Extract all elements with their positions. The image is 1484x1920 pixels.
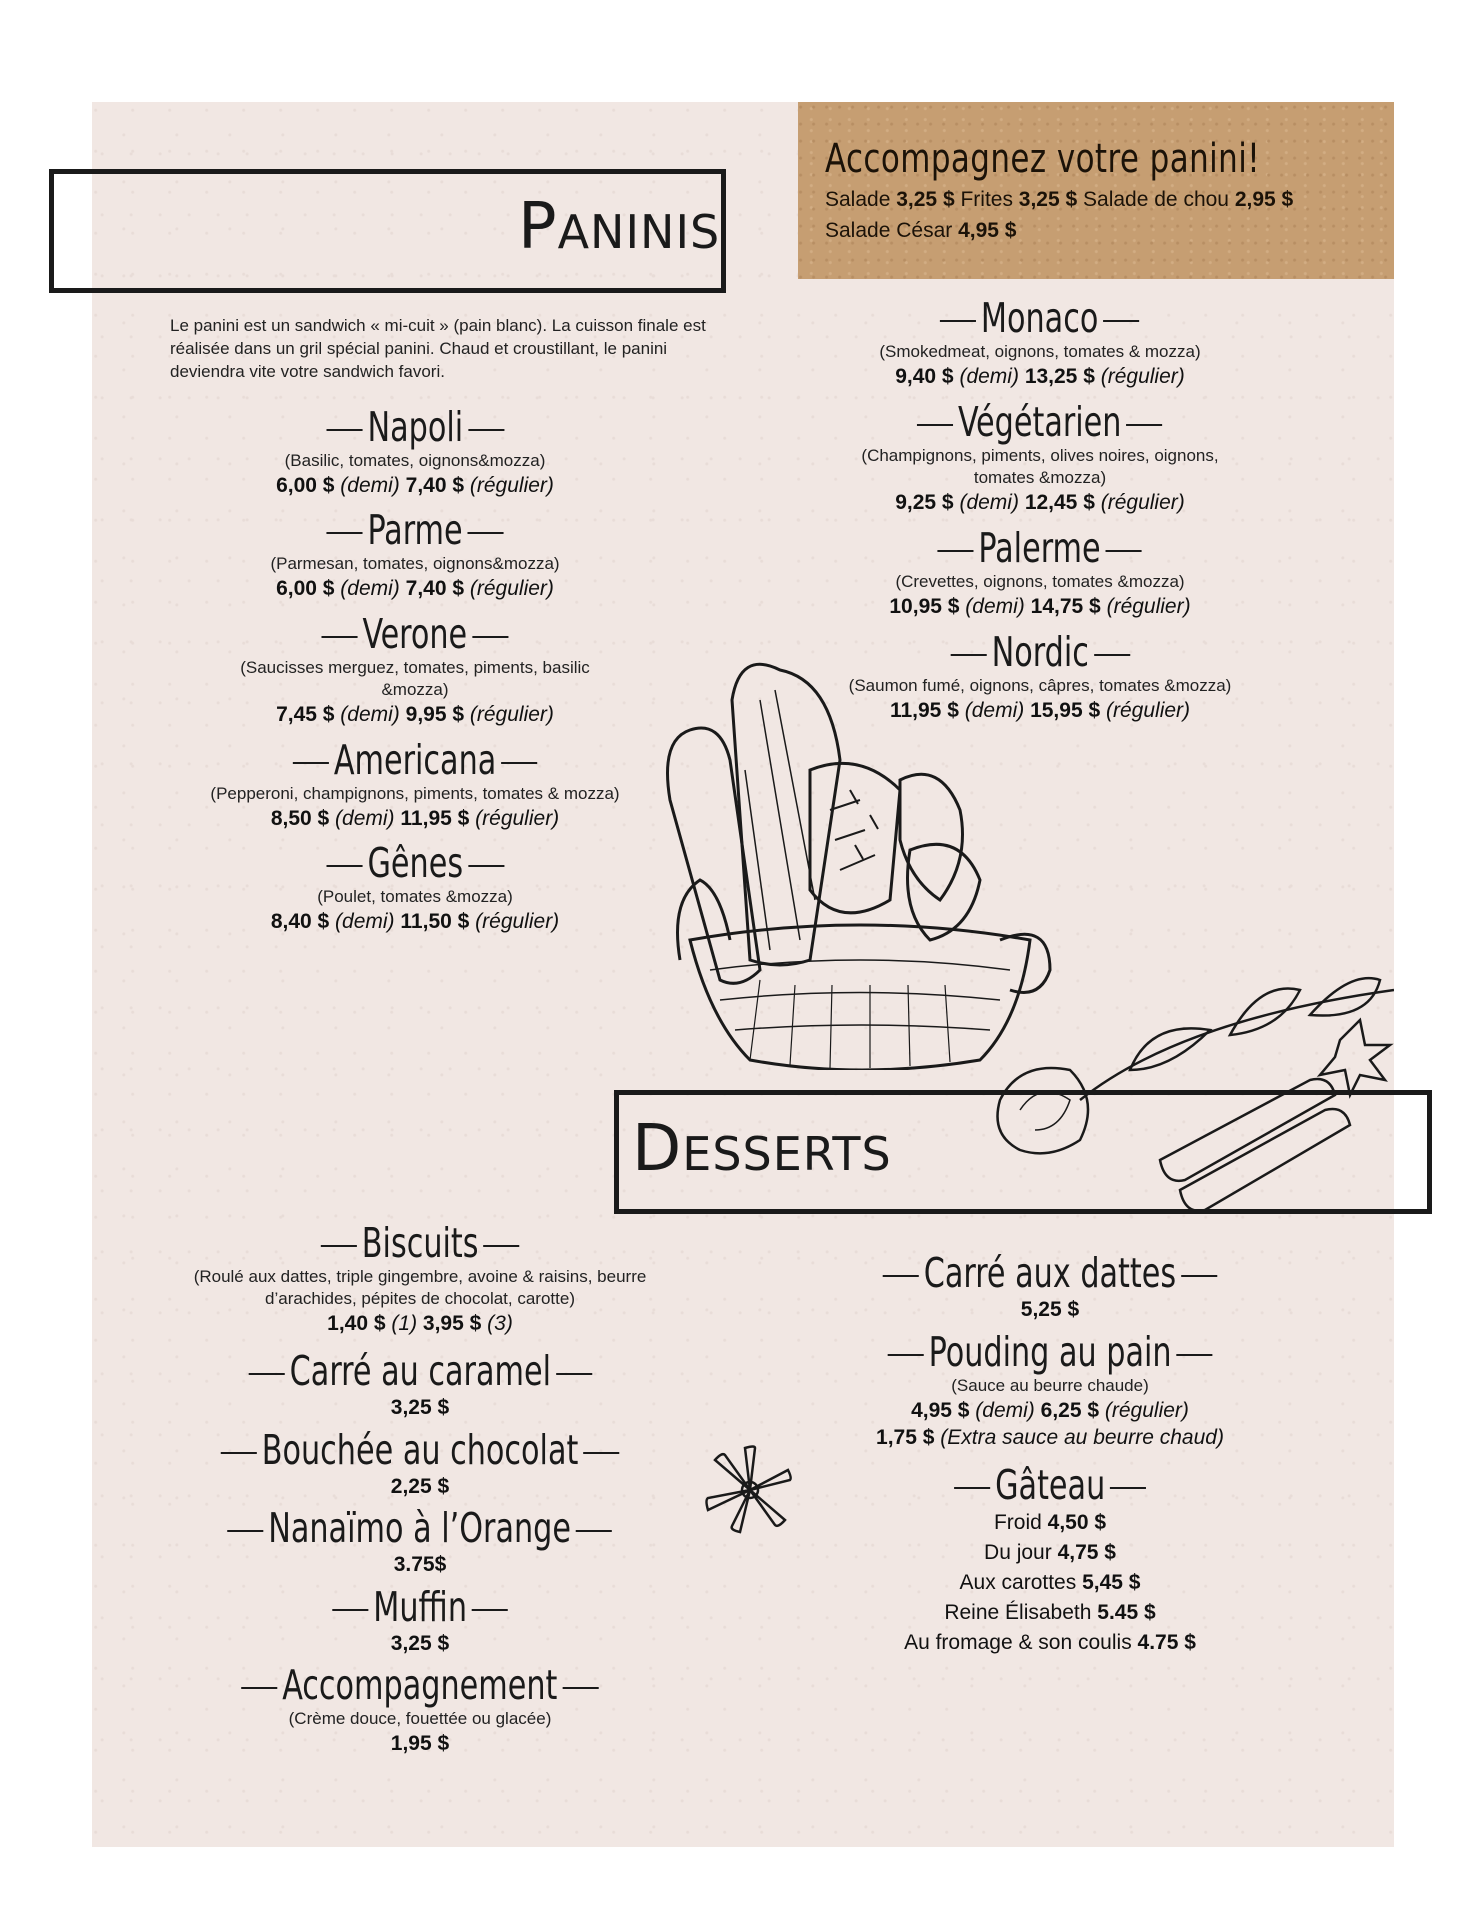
item-price: 4,95 $ (demi) 6,25 $ (régulier) <box>911 1399 1189 1422</box>
dessert-accompagnement <box>140 1662 700 1757</box>
item-price: 3,25 $ <box>390 1396 450 1419</box>
paninis-heading: PANINIS <box>518 190 721 264</box>
item-name: Palerme <box>933 525 1147 571</box>
item-price: 9,25 $ (demi) 12,45 $ (régulier) <box>895 491 1185 514</box>
gateau-row: Aux carottes 5,45 $ <box>959 1571 1141 1594</box>
item-price: 2,25 $ <box>390 1475 450 1498</box>
item-name: Napoli <box>321 404 509 450</box>
item-name: Nordic <box>945 629 1134 675</box>
menu-item-parme <box>160 507 670 602</box>
item-description: (Saumon fumé, oignons, câpres, tomates &mozza) <box>848 676 1232 695</box>
dessert-bouchee <box>140 1427 700 1500</box>
item-name: Nanaïmo à l’Orange <box>223 1505 618 1551</box>
menu-item-vegetarien <box>840 399 1240 516</box>
item-description: (Sauce au beurre chaude) <box>951 1376 1149 1395</box>
item-name: Végétarien <box>912 399 1167 445</box>
side-label: Salade de chou <box>1077 188 1235 211</box>
item-name: Gênes <box>321 840 508 886</box>
item-price: 6,00 $ (demi) 7,40 $ (régulier) <box>276 474 554 497</box>
dessert-pouding <box>800 1329 1300 1451</box>
menu-item-napoli <box>160 404 670 499</box>
gateau-row: Du jour 4,75 $ <box>984 1541 1116 1564</box>
accompaniment-title: Accompagnez votre panini! <box>825 136 1261 182</box>
item-price: 1,95 $ <box>390 1732 450 1755</box>
side-label: Salade <box>825 188 897 211</box>
item-name: Americana <box>288 737 542 783</box>
item-price: 7,45 $ (demi) 9,95 $ (régulier) <box>276 703 554 726</box>
item-name: Pouding au pain <box>883 1329 1218 1375</box>
side-price: 3,25 $ <box>1018 188 1078 211</box>
item-price: 1,40 $ (1) 3,95 $ (3) <box>327 1312 513 1335</box>
item-description: (Saucisses merguez, tomates, piments, basilic &mozza) <box>240 658 590 699</box>
item-description: (Parmesan, tomates, oignons&mozza) <box>270 554 560 573</box>
item-name: Muffin <box>327 1584 513 1630</box>
gateau-row: Reine Élisabeth 5.45 $ <box>944 1601 1156 1624</box>
side-price: 3,25 $ <box>896 188 955 211</box>
item-name: Carré au caramel <box>243 1348 596 1394</box>
item-description: (Basilic, tomates, oignons&mozza) <box>284 451 546 470</box>
item-name: Monaco <box>935 295 1144 341</box>
desserts-heading: DESSERTS <box>632 1112 892 1186</box>
dessert-caramel <box>160 1348 680 1421</box>
side-label: Frites <box>954 188 1019 211</box>
gateau-row: Au fromage & son coulis 4.75 $ <box>904 1631 1196 1654</box>
item-name: Parme <box>321 507 508 553</box>
dessert-biscuits <box>120 1220 720 1337</box>
dessert-muffin <box>160 1584 680 1657</box>
item-price: 11,95 $ (demi) 15,95 $ (régulier) <box>889 699 1191 722</box>
item-name: Verone <box>317 611 514 657</box>
item-name: Carré aux dattes <box>878 1250 1222 1296</box>
item-description: (Poulet, tomates &mozza) <box>317 887 513 906</box>
item-name: Bouchée au chocolat <box>216 1427 624 1473</box>
item-description: (Pepperoni, champignons, piments, tomates & mozza) <box>210 784 620 803</box>
accompaniment-line-1 <box>825 188 1293 212</box>
accompaniment-line-2 <box>825 219 1016 243</box>
dessert-gateau <box>800 1462 1300 1658</box>
item-name: Accompagnement <box>236 1662 603 1708</box>
item-price: 10,95 $ (demi) 14,75 $ (régulier) <box>889 595 1191 618</box>
paninis-intro: Le panini est un sandwich « mi-cuit » (pain blanc). La cuisson finale est réalisée dans un gril spécial panini. Chaud et croustillant, le panini deviendra vite votre sandwich favori. <box>170 316 706 381</box>
item-description: (Crevettes, oignons, tomates &mozza) <box>895 572 1185 591</box>
star-anise-illustration <box>700 1440 800 1540</box>
side-label: Salade César <box>825 219 959 242</box>
item-price: 6,00 $ (demi) 7,40 $ (régulier) <box>276 577 554 600</box>
dessert-nanaimo <box>140 1505 700 1578</box>
item-description: (Champignons, piments, olives noires, oignons, tomates &mozza) <box>861 446 1219 487</box>
item-price: 9,40 $ (demi) 13,25 $ (régulier) <box>895 365 1185 388</box>
menu-item-americana <box>160 737 670 832</box>
item-description: (Crème douce, fouettée ou glacée) <box>288 1709 552 1728</box>
side-price: 2,95 $ <box>1234 188 1294 211</box>
item-price: 8,50 $ (demi) 11,95 $ (régulier) <box>270 807 560 830</box>
item-name: Biscuits <box>316 1220 525 1266</box>
item-description: (Roulé aux dattes, triple gingembre, avoine & raisins, beurre d’arachides, pépites de chocolat, carotte) <box>193 1267 647 1308</box>
gateau-row: Froid 4,50 $ <box>993 1511 1107 1534</box>
dessert-dattes <box>800 1250 1300 1323</box>
side-price: 4,95 $ <box>958 219 1017 242</box>
menu-item-genes <box>160 840 670 935</box>
item-price: 5,25 $ <box>1020 1298 1080 1321</box>
item-price: 3,25 $ <box>390 1632 450 1655</box>
menu-item-monaco <box>790 295 1290 390</box>
menu-item-verone <box>230 611 600 728</box>
item-price: 8,40 $ (demi) 11,50 $ (régulier) <box>270 910 560 933</box>
item-description: (Smokedmeat, oignons, tomates & mozza) <box>879 342 1201 361</box>
item-price: 3.75$ <box>393 1553 447 1576</box>
item-extra-price: 1,75 $ (Extra sauce au beurre chaud) <box>876 1426 1224 1449</box>
menu-item-palerme <box>790 525 1290 620</box>
item-name: Gâteau <box>949 1462 1151 1508</box>
